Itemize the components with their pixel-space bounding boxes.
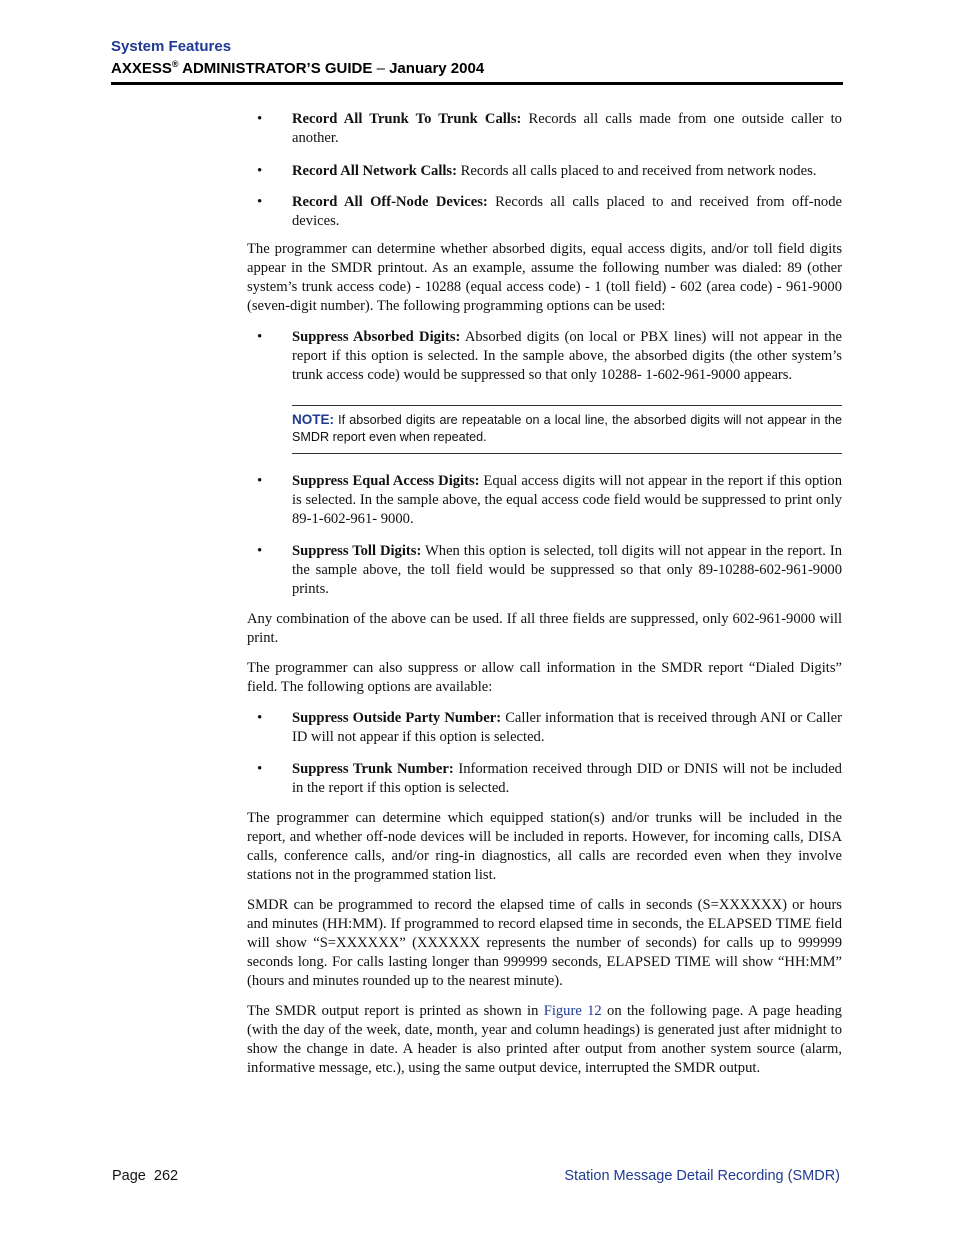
- title-dash: –: [372, 60, 390, 77]
- note-label: NOTE:: [292, 412, 334, 427]
- paragraph-text: The SMDR output report is printed as shown in: [247, 1003, 544, 1019]
- bullet-term: Record All Network Calls:: [292, 163, 457, 179]
- bullet-term: Suppress Toll Digits:: [292, 543, 422, 559]
- bullet-dot: •: [257, 473, 263, 489]
- chapter-title: Station Message Detail Recording (SMDR): [564, 1168, 840, 1184]
- bullet-dot: •: [257, 543, 263, 559]
- bullet-item: [247, 760, 842, 798]
- bullet-text: Records all calls placed to and received from network nodes.: [456, 163, 817, 179]
- paragraph: The programmer can determine which equipped station(s) and/or trunks will be included in the report, and whether off-node devices will be included in reports. However, for incoming calls, DISA calls, conference calls, and/or ring-in diagnostics, all calls are recorded even when they involve stations not in the programmed station list.: [247, 810, 842, 883]
- paragraph-text: on the following page. A page heading (with the day of the week, date, month, year and column headings) is generated just after midnight to show the change in date. A header is also printed after output from another system source (alarm, informative message, etc.), using the same output device, interrupted the SMDR output.: [247, 1003, 842, 1076]
- bullet-dot: •: [257, 329, 263, 345]
- bullet-dot: •: [257, 710, 263, 726]
- bullet-dot: •: [257, 163, 263, 179]
- figure-link[interactable]: Figure 12: [543, 1003, 602, 1019]
- guide-rest: ADMINISTRATOR’S GUIDE: [178, 60, 373, 77]
- bullet-dot: •: [257, 194, 263, 210]
- guide-title: [111, 59, 843, 78]
- paragraph: SMDR can be programmed to record the elapsed time of calls in seconds (S=XXXXXX) or hours and minutes (HH:MM). If programmed to record elapsed time in seconds, the ELAPSED TIME field will show “S=XXXXXX” (XXXXXX represents the number of seconds) for calls up to 999999 seconds long. For calls lasting longer than 999999 seconds, ELAPSED TIME will show “HH:MM” (hours and minutes rounded up to the nearest minute).: [247, 897, 842, 989]
- page-body: [247, 108, 842, 1078]
- section-title: System Features: [111, 38, 232, 55]
- bullet-text: When this option is selected, toll digits will not appear in the report. In the sample above, the toll field would be suppressed so that only 89-10288-602-961-9000 prints.: [292, 543, 842, 597]
- guide-date: January 2004: [389, 60, 485, 77]
- bullet-term: Record All Off-Node Devices:: [292, 194, 488, 210]
- bullet-text: Absorbed digits (on local or PBX lines) will not appear in the report if this option is selected. In the sample above, the absorbed digits (the other system’s trunk access code) would be suppressed so that only 10288- 1-602-961-9000 appears.: [292, 329, 843, 383]
- bullet-item: [247, 328, 842, 385]
- note-text: If absorbed digits are repeatable on a local line, the absorbed digits will not appear in the SMDR report even when repeated.: [292, 413, 842, 444]
- bullet-term: Suppress Outside Party Number:: [292, 710, 502, 726]
- bullet-text: Caller information that is received through ANI or Caller ID will not appear if this option is selected.: [292, 710, 842, 745]
- bullet-term: Suppress Trunk Number:: [292, 761, 454, 777]
- page-header: [111, 37, 843, 78]
- registered-mark: ®: [171, 59, 179, 69]
- bullet-item: [247, 472, 842, 529]
- bullet-dot: •: [257, 111, 263, 127]
- header-rule: [111, 82, 843, 85]
- bullet-term: Suppress Equal Access Digits:: [292, 473, 480, 489]
- paragraph: The programmer can determine whether absorbed digits, equal access digits, and/or toll field digits appear in the SMDR printout. As an example, assume the following number was dialed: 89 (other system’s trunk access code) - 10288 (equal access code) - 1 (toll field) - 602 (area code) - 961-9000 (seven-digit number). The following programming options can be used:: [247, 241, 842, 314]
- note-box: [292, 405, 842, 454]
- paragraph: The programmer can also suppress or allow call information in the SMDR report “Dialed Digits” field. The following options are available:: [247, 660, 842, 695]
- paragraph: Any combination of the above can be used. If all three fields are suppressed, only 602-961-9000 will print.: [247, 611, 842, 646]
- bullet-item: [247, 162, 842, 181]
- bullet-text: Information received through DID or DNIS will not be included in the report if this option is selected.: [292, 761, 842, 796]
- page-number: Page 262: [112, 1168, 179, 1184]
- bullet-term: Record All Trunk To Trunk Calls:: [292, 111, 522, 127]
- paragraph: [247, 1002, 842, 1078]
- bullet-text: Equal access digits will not appear in the report if this option is selected. In the sample above, the equal access code field would be suppressed to print only 89-1-602-961- 9000.: [292, 473, 842, 527]
- bullet-item: [247, 110, 842, 148]
- bullet-text: Records all calls placed to and received from off-node devices.: [292, 194, 842, 229]
- bullet-term: Suppress Absorbed Digits:: [292, 329, 461, 345]
- bullet-dot: •: [257, 761, 263, 777]
- bullet-item: [247, 709, 842, 747]
- bullet-item: [247, 193, 842, 231]
- bullet-text: Records all calls made from one outside caller to another.: [292, 111, 842, 146]
- bullet-item: [247, 542, 842, 599]
- guide-name: AXXESS: [111, 60, 172, 77]
